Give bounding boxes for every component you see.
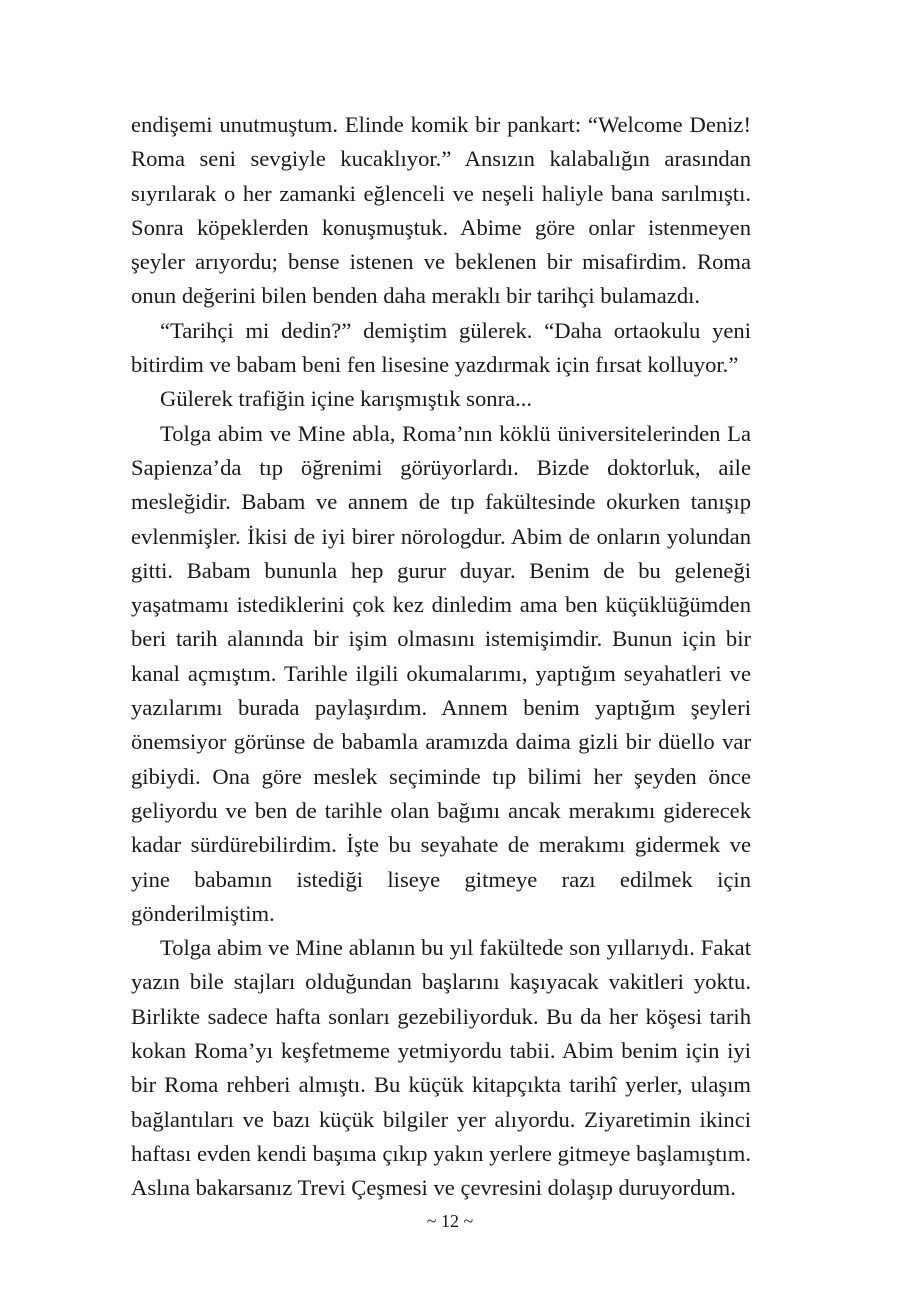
paragraph-5: Tolga abim ve Mine ablanın bu yıl fakültede son yıllarıydı. Fakat yazın bile stajları olduğundan başlarını kaşıyacak vakitleri yoktu. Birlikte sadece hafta sonları gezebiliyorduk. Bu da her köşesi tarih kokan Roma’yı keşfetmeme yetmiyordu tabii. Abim benim için iyi bir Roma rehberi almıştı. Bu küçük kitapçıkta tarihî yerler, ulaşım bağlantıları ve bazı küçük bilgiler yer alıyordu. Ziyaretimin ikinci haftası evden kendi başıma çıkıp yakın yerlere gitmeye başlamıştım. Aslına bakarsanız Trevi Çeşmesi ve çevresini dolaşıp duruyordum. xyxy=(131,935,751,1201)
body-text xyxy=(131,108,751,1206)
paragraph-3: Gülerek trafiğin içine karışmıştık sonra... xyxy=(160,386,533,412)
paragraph-1: endişemi unutmuştum. Elinde komik bir pankart: “Welcome Deniz! Roma seni sevgiyle kucaklıyor.” Ansızın kalabalığın arasından sıyrılarak o her zamanki eğlenceli ve neşeli haliyle bana sarılmıştı. Sonra köpeklerden konuşmuştuk. Abime göre onlar istenmeyen şeyler arıyordu; bense istenen ve beklenen bir misafirdim. Roma onun değerini bilen benden daha meraklı bir tarihçi bulamazdı. xyxy=(131,112,751,309)
paragraph-4: Tolga abim ve Mine abla, Roma’nın köklü üniversitelerinden La Sapienza’da tıp öğrenimi görüyorlardı. Bizde doktorluk, aile mesleğidir. Babam ve annem de tıp fakültesinde okurken tanışıp evlenmişler. İkisi de iyi birer nörologdur. Abim de onların yolundan gitti. Babam bununla hep gurur duyar. Benim de bu geleneği yaşatmamı istediklerini çok kez dinledim ama ben küçüklüğümden beri tarih alanında bir işim olmasını istemişimdir. Bunun için bir kanal açmıştım. Tarihle ilgili okumalarımı, yaptığım seyahatleri ve yazılarımı burada paylaşırdım. Annem benim yaptığım şeyleri önemsiyor görünse de babamla aramızda daima gizli bir düello var gibiydi. Ona göre meslek seçiminde tıp bilimi her şeyden önce geliyordu ve ben de tarihle olan bağımı ancak merakımı giderecek kadar sürdürebilirdim. İşte bu seyahate de merakımı gidermek ve yine babamın istediği liseye gitmeye razı edilmek için gönderilmiştim. xyxy=(131,420,751,926)
page-number: ~ 12 ~ xyxy=(426,1211,474,1231)
paragraph-2: “Tarihçi mi dedin?” demiştim gülerek. “Daha ortaokulu yeni bitirdim ve babam beni fen lisesine yazdırmak için fırsat kolluyor.” xyxy=(131,317,751,378)
